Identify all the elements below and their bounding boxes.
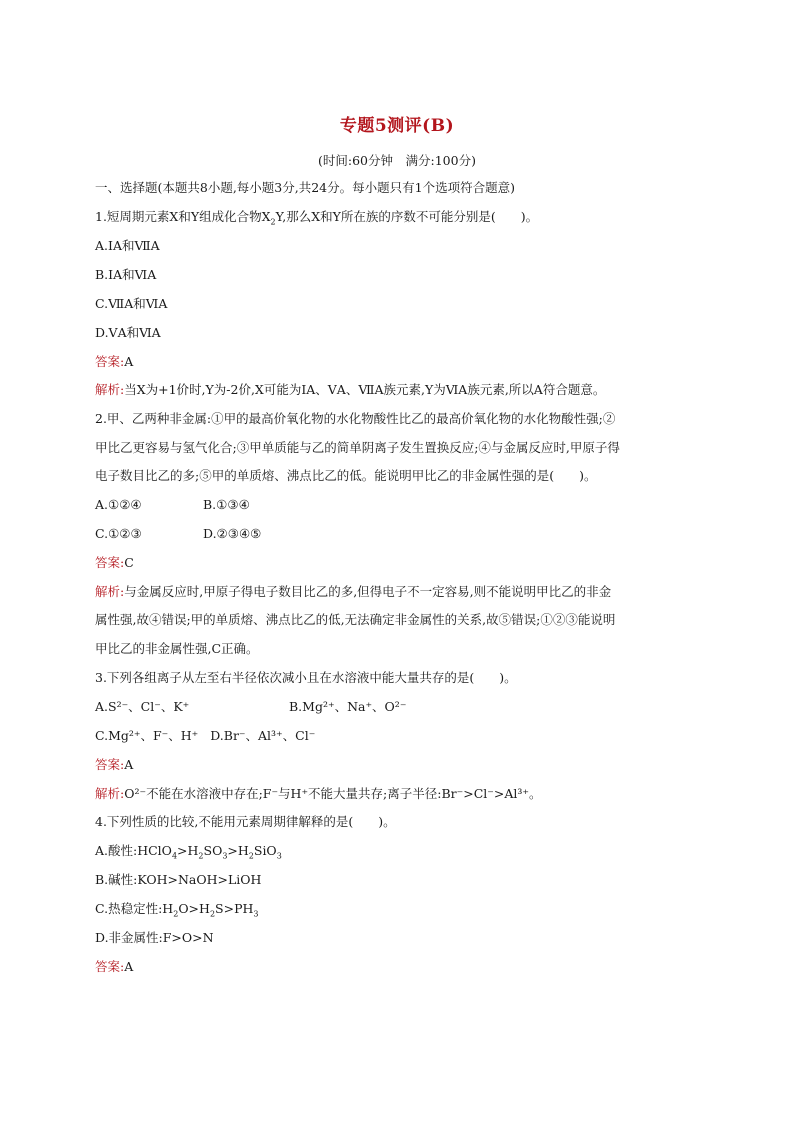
q1-stem (95, 209, 538, 225)
q2-stem-line: 甲比乙更容易与氢气化合;③甲单质能与乙的简单阴离子发生置换反应;④与金属反应时,甲原子得 (95, 440, 620, 455)
q4-answer (95, 959, 133, 975)
q2-explanation-line-2: 属性强,故④错误;甲的单质熔、沸点比乙的低,无法确定非金属性的关系,故⑤错误;①②③能说明 (95, 612, 616, 627)
q1-stem-part: 1.短周期元素X和Y组成化合物X (95, 209, 271, 224)
q2-option-d: D.②③④⑤ (203, 526, 262, 541)
answer-value: C (124, 555, 134, 570)
q3-answer (95, 757, 133, 773)
explanation-label: 解析: (95, 584, 125, 599)
q4-option-d: D.非金属性:F>O>N (95, 930, 214, 945)
exam-time-score: (时间:60分钟 满分:100分) (318, 153, 476, 168)
formula-part: C.热稳定性:H (95, 901, 174, 916)
q1-explanation (95, 382, 605, 398)
q3-options-row-2 (95, 728, 315, 744)
q1-stem-part: Y,那么X和Y所在族的序数不可能分别是( )。 (275, 209, 539, 224)
q2-options-row-2 (95, 526, 262, 542)
formula-subscript: 3 (276, 851, 282, 861)
q3-options-row-1 (95, 699, 407, 715)
q3-option-d: D.Br⁻、Al³⁺、Cl⁻ (210, 728, 316, 743)
q4-stem: 4.下列性质的比较,不能用元素周期律解释的是( )。 (95, 814, 396, 829)
explanation-label: 解析: (95, 786, 125, 801)
q1-answer (95, 354, 133, 370)
q2-explanation-line-1 (95, 584, 611, 600)
answer-value: A (124, 757, 134, 772)
q2-option-b: B.①③④ (203, 497, 250, 512)
answer-label: 答案: (95, 757, 125, 772)
section-heading: 一、选择题(本题共8小题,每小题3分,共24分。每小题只有1个选项符合题意) (95, 180, 515, 195)
q2-stem-line: 电子数目比乙的多;⑤甲的单质熔、沸点比乙的低。能说明甲比乙的非金属性强的是( )。 (95, 468, 597, 483)
q1-option-c: C.ⅦA和ⅥA (95, 296, 168, 311)
q4-option-c (95, 901, 258, 917)
q3-option-b: B.Mg²⁺、Na⁺、O²⁻ (289, 699, 407, 714)
formula-part: O>H (178, 901, 210, 916)
q3-option-c: C.Mg²⁺、F⁻、H⁺ (95, 728, 199, 743)
formula-subscript: 4 (171, 851, 178, 861)
formula-part: >H (177, 843, 199, 858)
q2-stem-line: 2.甲、乙两种非金属:①甲的最高价氧化物的水化物酸性比乙的最高价氧化物的水化物酸性强;② (95, 411, 616, 426)
q1-option-b: B.ⅠA和ⅥA (95, 267, 157, 282)
formula-subscript: 3 (222, 851, 228, 861)
q2-options-row-1 (95, 497, 250, 513)
q1-option-a: A.ⅠA和ⅦA (95, 238, 160, 253)
formula-subscript: 3 (253, 909, 259, 919)
q2-option-c: C.①②③ (95, 526, 142, 541)
q3-stem: 3.下列各组离子从左至右半径依次减小且在水溶液中能大量共存的是( )。 (95, 670, 517, 685)
formula-part: S>PH (215, 901, 254, 916)
explanation-text: 当X为+1价时,Y为-2价,X可能为ⅠA、ⅤA、ⅦA族元素,Y为ⅥA族元素,所以A符合题意。 (124, 382, 606, 397)
answer-label: 答案: (95, 354, 125, 369)
q3-option-a: A.S²⁻、Cl⁻、K⁺ (95, 699, 190, 714)
formula-part: SiO (253, 843, 277, 858)
explanation-text: O²⁻不能在水溶液中存在;F⁻与H⁺不能大量共存;离子半径:Br⁻>Cl⁻>Al³⁺。 (124, 786, 542, 801)
explanation-text: 与金属反应时,甲原子得电子数目比乙的多,但得电子不一定容易,则不能说明甲比乙的非金 (124, 584, 612, 599)
answer-label: 答案: (95, 959, 125, 974)
explanation-label: 解析: (95, 382, 125, 397)
q1-option-d: D.ⅤA和ⅥA (95, 325, 161, 340)
q2-explanation-line-3: 甲比乙的非金属性强,C正确。 (95, 641, 259, 656)
formula-part: >H (227, 843, 249, 858)
answer-value: A (124, 959, 134, 974)
q2-answer (95, 555, 134, 571)
formula-part: SO (203, 843, 223, 858)
q1-stem-subscript: 2 (270, 217, 276, 227)
formula-subscript: 2 (209, 909, 216, 919)
formula-subscript: 2 (248, 851, 254, 861)
answer-label: 答案: (95, 555, 125, 570)
q2-option-a: A.①②④ (95, 497, 142, 512)
answer-value: A (124, 354, 134, 369)
q3-explanation (95, 786, 541, 802)
q4-option-b: B.碱性:KOH>NaOH>LiOH (95, 872, 262, 887)
q4-option-a (95, 843, 282, 859)
formula-subscript: 2 (198, 851, 204, 861)
formula-subscript: 2 (173, 909, 179, 919)
page-title: 专题5测评(B) (339, 116, 455, 136)
formula-part: A.酸性:HClO (95, 843, 172, 858)
